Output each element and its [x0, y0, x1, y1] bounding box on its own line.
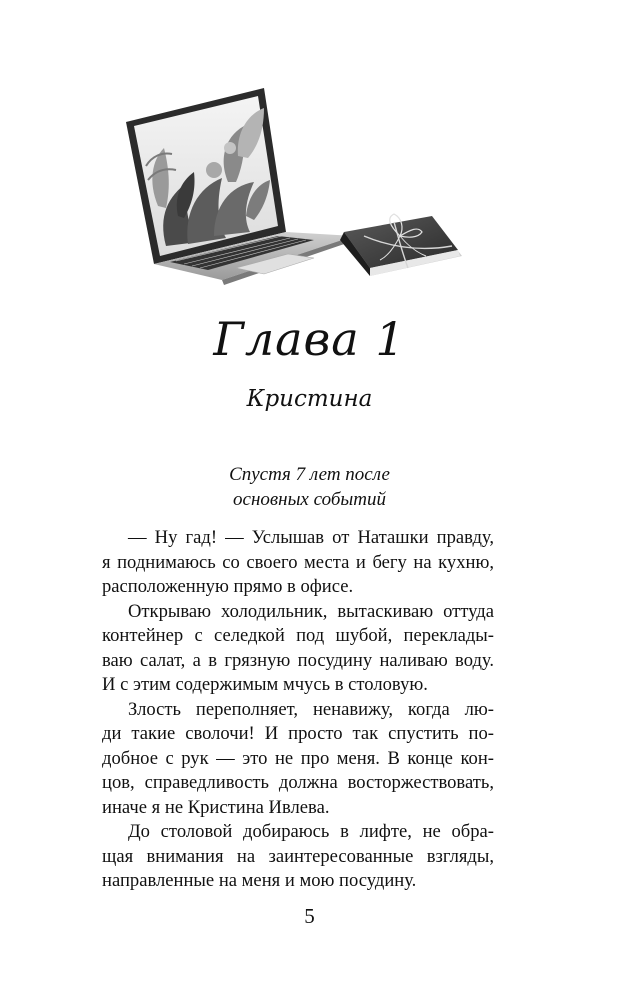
- text-line: Открываю холодильник, вытаскиваю оттуда: [128, 600, 494, 622]
- text-line: контейнер с селедкой под шубой, переклады-: [102, 625, 494, 646]
- text-line: расположенную прямо в офисе.: [102, 576, 354, 597]
- text-line: направленные на меня и мою посудину.: [102, 870, 417, 891]
- epigraph-line: основных событий: [233, 489, 386, 510]
- epigraph-line: Спустя 7 лет после: [229, 464, 390, 485]
- chapter-title: Глава 1: [213, 312, 406, 366]
- text-line: добное с рук — это не про меня. В конце кон-: [102, 747, 494, 769]
- text-line: И с этим содержимым мчусь в столовую.: [102, 674, 428, 695]
- text-line: До столовой добираюсь в лифте, не обра-: [128, 821, 494, 842]
- text-line: — Ну гад! — Услышав от Наташки правду,: [128, 527, 494, 548]
- laptop-icon: [126, 88, 356, 285]
- chapter-illustration: [118, 86, 468, 296]
- text-line: ваю салат, а в грязную посудину наливаю воду.: [102, 649, 494, 671]
- text-line: цов, справедливость должна восторжествовать,: [102, 772, 494, 793]
- text-line: щая внимания на заинтересованные взгляды,: [102, 845, 494, 867]
- epigraph: [0, 462, 619, 512]
- page-number: 5: [304, 904, 315, 928]
- chapter-body: [102, 526, 494, 894]
- text-line: иначе я не Кристина Ивлева.: [102, 796, 330, 818]
- notebook-icon: [340, 214, 462, 276]
- text-line: Злость переполняет, ненавижу, когда лю-: [128, 698, 494, 720]
- text-line: я поднимаюсь со своего места и бегу на кухню,: [102, 551, 494, 573]
- chapter-subtitle: Кристина: [246, 386, 373, 412]
- text-line: ди такие сволочи! И просто так спустить по-: [102, 723, 494, 744]
